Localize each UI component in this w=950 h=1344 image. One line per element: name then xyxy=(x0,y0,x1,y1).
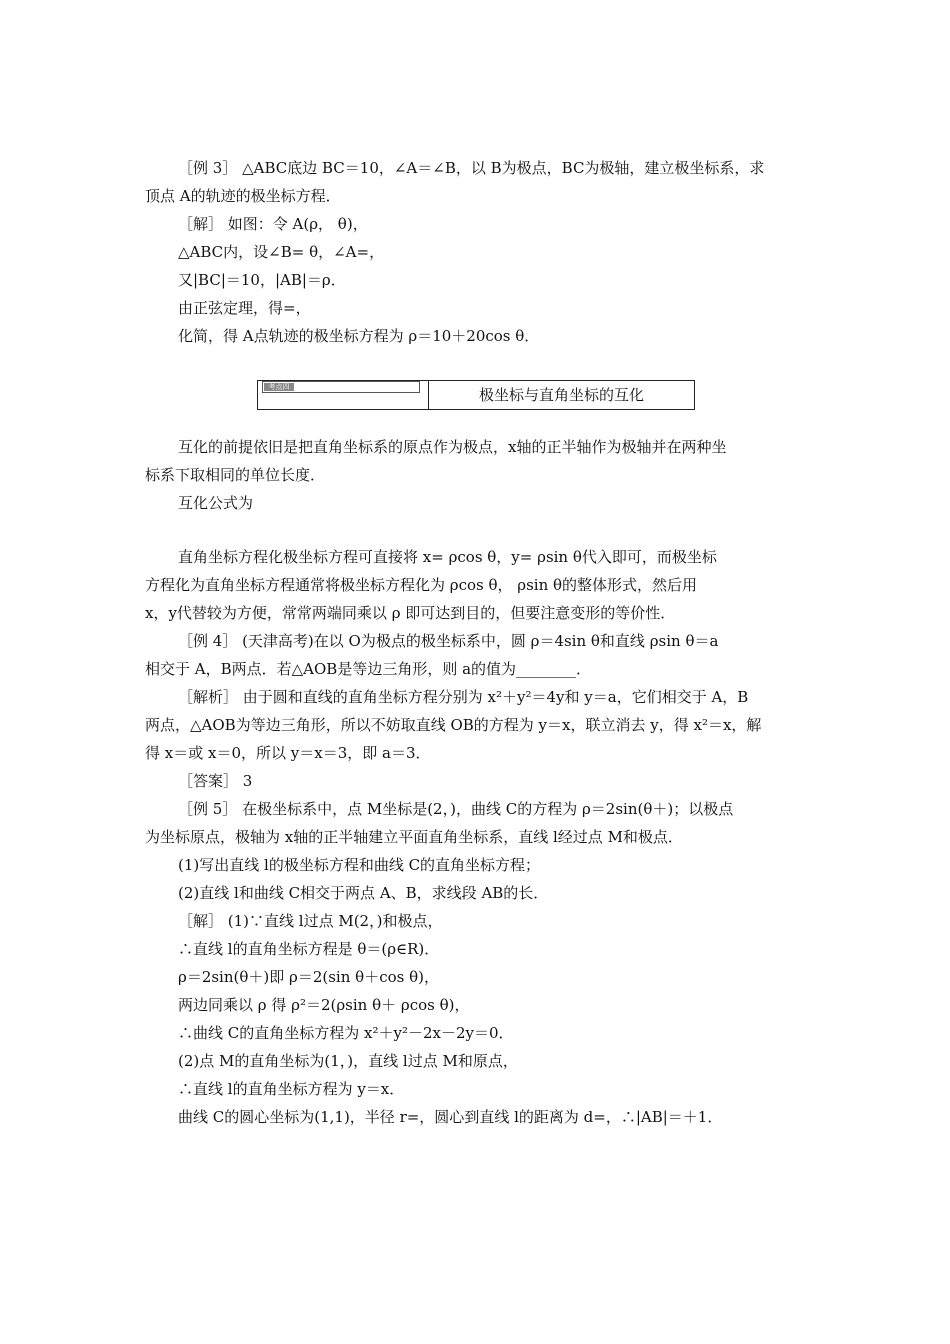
text-line: 又|BC|＝10，|AB|＝ρ． xyxy=(178,271,346,289)
text-line: 相交于 A，B两点．若△AOB是等边三角形，则 a的值为________． xyxy=(145,660,592,678)
text-line: 两边同乘以 ρ 得 ρ²＝2(ρsin θ＋ ρcos θ)， xyxy=(178,996,470,1014)
text-line: ［例 4］ (天津高考)在以 O为极点的极坐标系中，圆 ρ＝4sin θ和直线 ρsin θ＝a xyxy=(178,632,719,650)
text-line: ［解析］ 由于圆和直线的直角坐标方程分别为 x²＋y²＝4y和 y＝a，它们相交于 A，B xyxy=(178,688,749,706)
section-badge-label: 考点四 xyxy=(264,383,294,391)
text-line: ∴直线 l的直角坐标方程是 θ＝(ρ∈R)． xyxy=(178,940,440,958)
text-line: ［例 5］ 在极坐标系中，点 M坐标是(2，)，曲线 C的方程为 ρ＝2sin(θ＋)；以极点 xyxy=(178,800,734,818)
text-line: 互化公式为 xyxy=(178,494,254,512)
text-line: ［答案］ 3 xyxy=(178,772,253,790)
text-line: 曲线 C的圆心坐标为(1,1)，半径 r=，圆心到直线 l的距离为 d=，∴|AB|＝＋1． xyxy=(178,1108,723,1126)
text-line: ∴曲线 C的直角坐标方程为 x²＋y²－2x－2y＝0． xyxy=(178,1024,514,1042)
section-header-box xyxy=(257,380,695,410)
text-line: ［解］ (1)∵直线 l过点 M(2，)和极点， xyxy=(178,912,443,930)
text-line: 得 x＝或 x＝0，所以 y＝x＝3，即 a＝3． xyxy=(145,744,431,762)
text-line: 由正弦定理，得=， xyxy=(178,299,311,317)
text-line: ［例 3］ △ABC底边 BC＝10，∠A＝∠B，以 B为极点，BC为极轴，建立极坐标系，求 xyxy=(178,159,765,177)
section-badge xyxy=(262,381,420,393)
text-line: 顶点 A的轨迹的极坐标方程． xyxy=(145,187,341,205)
text-line: ［解］ 如图：令 A(ρ， θ)， xyxy=(178,215,368,233)
text-line: 为坐标原点，极轴为 x轴的正半轴建立平面直角坐标系，直线 l经过点 M和极点． xyxy=(145,828,683,846)
text-line: (1)写出直线 l的极坐标方程和曲线 C的直角坐标方程； xyxy=(178,856,541,874)
text-line: △ABC内，设∠B= θ，∠A=， xyxy=(178,243,385,261)
text-line: (2)点 M的直角坐标为(1，)，直线 l过点 M和原点， xyxy=(178,1052,518,1070)
text-line: ∴直线 l的直角坐标方程为 y＝x． xyxy=(178,1080,405,1098)
text-line: 直角坐标方程化极坐标方程可直接将 x= ρcos θ，y= ρsin θ代入即可，而极坐标 xyxy=(178,548,717,566)
text-line: 互化的前提依旧是把直角坐标系的原点作为极点，x轴的正半轴作为极轴并在两种坐 xyxy=(178,438,727,456)
text-line: 标系下取相同的单位长度． xyxy=(145,466,326,484)
text-line: ρ＝2sin(θ＋)即 ρ＝2(sin θ＋cos θ)， xyxy=(178,968,439,986)
text-line: 方程化为直角坐标方程通常将极坐标方程化为 ρcos θ， ρsin θ的整体形式，然后用 xyxy=(145,576,698,594)
text-line: x，y代替较为方便，常常两端同乘以 ρ 即可达到目的，但要注意变形的等价性． xyxy=(145,604,676,622)
text-line: 两点，△AOB为等边三角形，所以不妨取直线 OB的方程为 y＝x，联立消去 y，得 x²＝x，解 xyxy=(145,716,762,734)
section-title: 极坐标与直角坐标的互化 xyxy=(478,386,644,404)
text-line: 化简，得 A点轨迹的极坐标方程为 ρ＝10＋20cos θ． xyxy=(178,327,540,345)
text-line: (2)直线 l和曲线 C相交于两点 A、B，求线段 AB的长． xyxy=(178,884,549,902)
